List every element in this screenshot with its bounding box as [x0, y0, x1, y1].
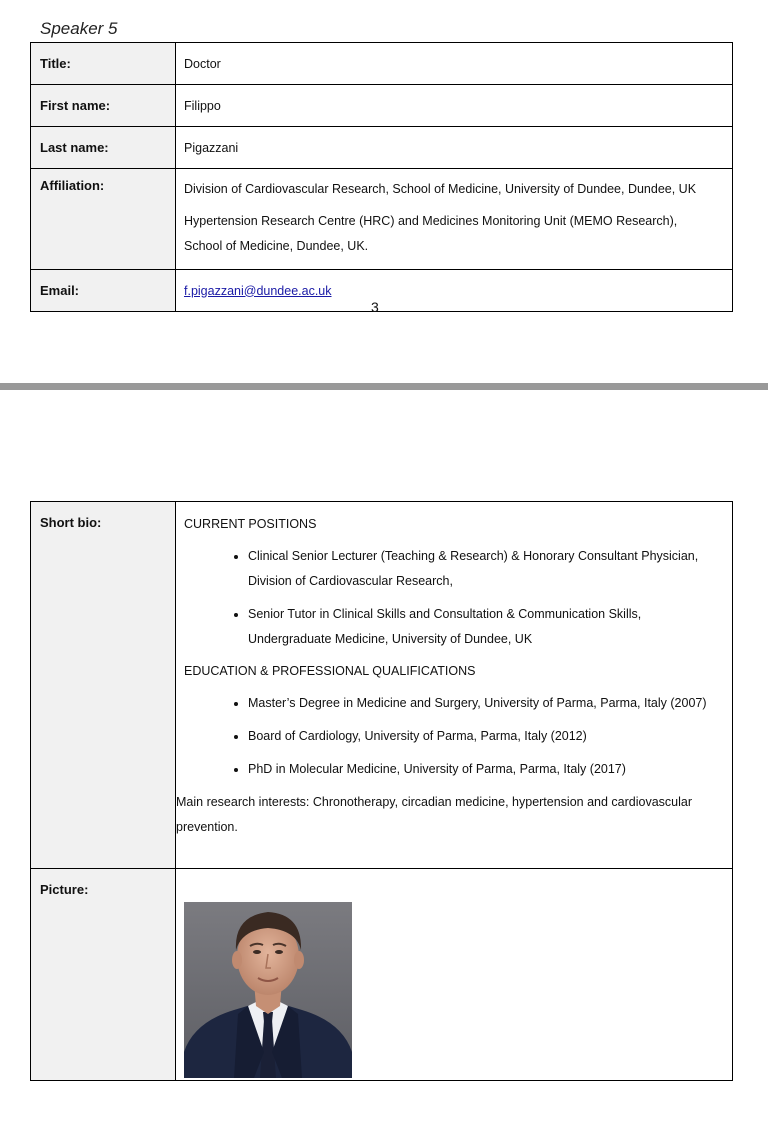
list-item — [248, 602, 731, 652]
research-interests-line: Main research interests: Chronotherapy, circadian medicine, hypertension and cardiovascular — [176, 795, 693, 809]
table-row-affiliation — [31, 169, 733, 270]
last-name-label: Last name: — [31, 127, 176, 169]
current-positions-list — [184, 544, 731, 652]
last-name-value: Pigazzani — [176, 127, 733, 169]
email-link[interactable]: f.pigazzani@dundee.ac.uk — [184, 283, 332, 298]
list-item-text: Clinical Senior Lecturer (Teaching & Research) & Honorary Consultant Physician, — [248, 549, 699, 563]
table-row-first-name — [31, 85, 733, 127]
email-label: Email: — [31, 270, 176, 312]
affiliation-label: Affiliation: — [31, 169, 176, 270]
first-name-label: First name: — [31, 85, 176, 127]
list-item: • PhD in Molecular Medicine, University of Parma, Parma, Italy (2017) — [248, 757, 731, 782]
current-positions-heading: CURRENT POSITIONS — [184, 517, 317, 531]
list-item-text: Senior Tutor in Clinical Skills and Consultation & Communication Skills, — [248, 607, 642, 621]
affiliation-line: Hypertension Research Centre (HRC) and Medicines Monitoring Unit (MEMO Research), — [184, 214, 678, 228]
speaker-heading: Speaker 5 — [40, 19, 118, 38]
affiliation-line: Division of Cardiovascular Research, School of Medicine, University of Dundee, Dundee, UK — [184, 182, 697, 196]
list-item-text: Undergraduate Medicine, University of Dundee, UK — [248, 632, 533, 646]
list-item: • Board of Cardiology, University of Parma, Parma, Italy (2012) — [248, 724, 731, 749]
education-list — [184, 691, 731, 782]
affiliation-line: School of Medicine, Dundee, UK. — [184, 239, 369, 253]
research-interests-line: prevention. — [176, 820, 238, 834]
list-item — [248, 544, 731, 594]
table-row-last-name — [31, 127, 733, 169]
title-value: Doctor — [176, 43, 733, 85]
list-item: • Master’s Degree in Medicine and Surgery, University of Parma, Parma, Italy (2007) — [248, 691, 731, 716]
speaker-details-table — [30, 42, 733, 312]
speaker-portrait-photo — [184, 902, 352, 1078]
table-row-email — [31, 270, 733, 312]
page-number: 3 — [371, 299, 379, 315]
table-row-picture — [31, 869, 733, 1081]
email-value — [176, 270, 733, 312]
page-divider — [0, 383, 768, 390]
short-bio-label: Short bio: — [31, 502, 176, 869]
picture-cell — [176, 869, 733, 1081]
affiliation-value — [176, 169, 733, 270]
table-row-short-bio — [31, 502, 733, 869]
bio-table — [30, 501, 733, 1081]
picture-label: Picture: — [31, 869, 176, 1081]
research-interests — [176, 790, 731, 840]
table-row-title — [31, 43, 733, 85]
education-heading: EDUCATION & PROFESSIONAL QUALIFICATIONS — [184, 664, 476, 678]
first-name-value: Filippo — [176, 85, 733, 127]
title-label: Title: — [31, 43, 176, 85]
list-item-text: Division of Cardiovascular Research, — [248, 574, 453, 588]
short-bio-value — [176, 502, 733, 869]
